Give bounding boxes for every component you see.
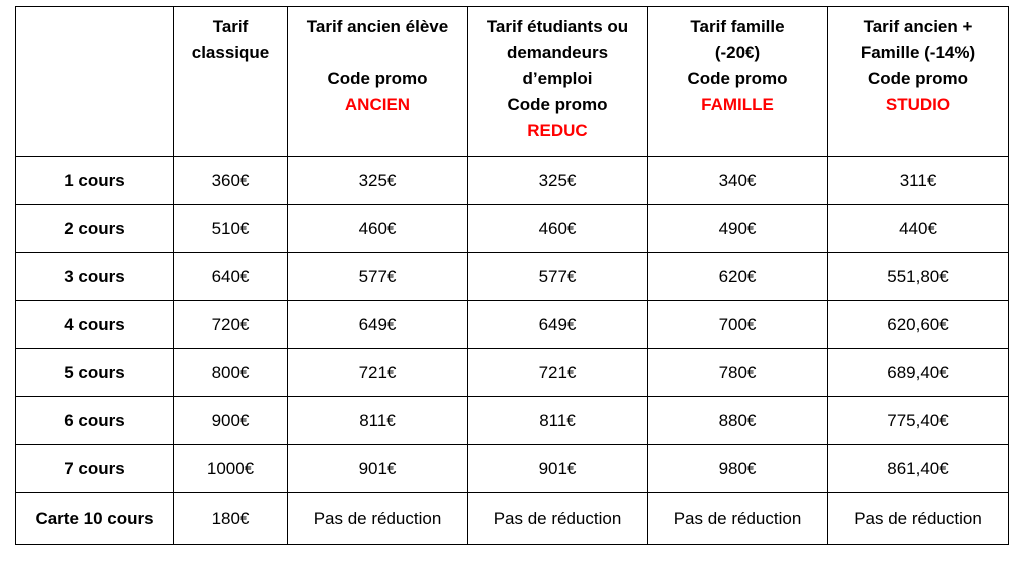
price-cell: Pas de réduction [828, 493, 1009, 545]
promo-label: Code promo [867, 69, 969, 88]
table-row [16, 397, 1009, 445]
promo-label: Code promo [687, 69, 788, 88]
price-cell: 800€ [174, 349, 288, 397]
price-cell: 620€ [648, 253, 828, 301]
price-cell: 980€ [648, 445, 828, 493]
header-title-line: demandeurs [506, 43, 609, 62]
price-cell: 180€ [174, 493, 288, 545]
header-title-line: (-20€) [714, 43, 761, 62]
table-body [16, 157, 1009, 545]
table-row [16, 493, 1009, 545]
price-cell: 460€ [288, 205, 468, 253]
price-cell: 440€ [828, 205, 1009, 253]
header-spacer [288, 40, 467, 66]
price-cell: 490€ [648, 205, 828, 253]
price-cell: 620,60€ [828, 301, 1009, 349]
promo-label: Code promo [507, 95, 608, 114]
promo-code: ANCIEN [344, 95, 411, 114]
price-cell: 649€ [468, 301, 648, 349]
row-label: 1 cours [16, 157, 174, 205]
price-cell: 775,40€ [828, 397, 1009, 445]
price-cell: 721€ [468, 349, 648, 397]
price-cell: 577€ [288, 253, 468, 301]
table-row [16, 445, 1009, 493]
price-cell: 700€ [648, 301, 828, 349]
price-cell: 689,40€ [828, 349, 1009, 397]
price-cell: Pas de réduction [288, 493, 468, 545]
pricing-table [15, 6, 1009, 545]
table-row [16, 157, 1009, 205]
row-label: 4 cours [16, 301, 174, 349]
header-cell-empty [16, 7, 174, 157]
header-title-line: Tarif famille [690, 17, 785, 36]
row-label: 3 cours [16, 253, 174, 301]
price-cell: 311€ [828, 157, 1009, 205]
price-cell: Pas de réduction [648, 493, 828, 545]
price-cell: 551,80€ [828, 253, 1009, 301]
price-cell: 577€ [468, 253, 648, 301]
header-title-line: Tarif ancien élève [306, 17, 449, 36]
price-cell: 640€ [174, 253, 288, 301]
price-cell: 720€ [174, 301, 288, 349]
price-cell: 901€ [468, 445, 648, 493]
table-row [16, 253, 1009, 301]
promo-code: FAMILLE [701, 95, 774, 114]
price-cell: 649€ [288, 301, 468, 349]
price-cell: 900€ [174, 397, 288, 445]
promo-code: REDUC [527, 121, 588, 140]
price-cell: 880€ [648, 397, 828, 445]
header-cell-4 [648, 7, 828, 157]
header-title-line: d’emploi [522, 69, 593, 88]
header-title-line: classique [191, 43, 270, 62]
price-cell: 861,40€ [828, 445, 1009, 493]
price-cell: 780€ [648, 349, 828, 397]
table-row [16, 349, 1009, 397]
header-title-line: Famille (-14%) [860, 43, 976, 62]
row-label: Carte 10 cours [16, 493, 174, 545]
header-title-line: Tarif étudiants ou [486, 17, 629, 36]
price-cell: 460€ [468, 205, 648, 253]
price-cell: 811€ [468, 397, 648, 445]
table-row [16, 301, 1009, 349]
price-cell: 811€ [288, 397, 468, 445]
header-row [16, 7, 1009, 157]
row-label: 7 cours [16, 445, 174, 493]
promo-code: STUDIO [885, 95, 951, 114]
price-cell: 510€ [174, 205, 288, 253]
price-cell: 721€ [288, 349, 468, 397]
price-cell: 360€ [174, 157, 288, 205]
header-cell-3 [468, 7, 648, 157]
header-cell-5 [828, 7, 1009, 157]
price-cell: 1000€ [174, 445, 288, 493]
header-title-line: Tarif [212, 17, 249, 36]
price-cell: Pas de réduction [468, 493, 648, 545]
price-cell: 340€ [648, 157, 828, 205]
row-label: 6 cours [16, 397, 174, 445]
price-cell: 325€ [288, 157, 468, 205]
header-cell-1 [174, 7, 288, 157]
price-cell: 325€ [468, 157, 648, 205]
row-label: 5 cours [16, 349, 174, 397]
table-row [16, 205, 1009, 253]
price-cell: 901€ [288, 445, 468, 493]
promo-label: Code promo [327, 69, 428, 88]
header-cell-2 [288, 7, 468, 157]
header-title-line: Tarif ancien + [863, 17, 973, 36]
row-label: 2 cours [16, 205, 174, 253]
